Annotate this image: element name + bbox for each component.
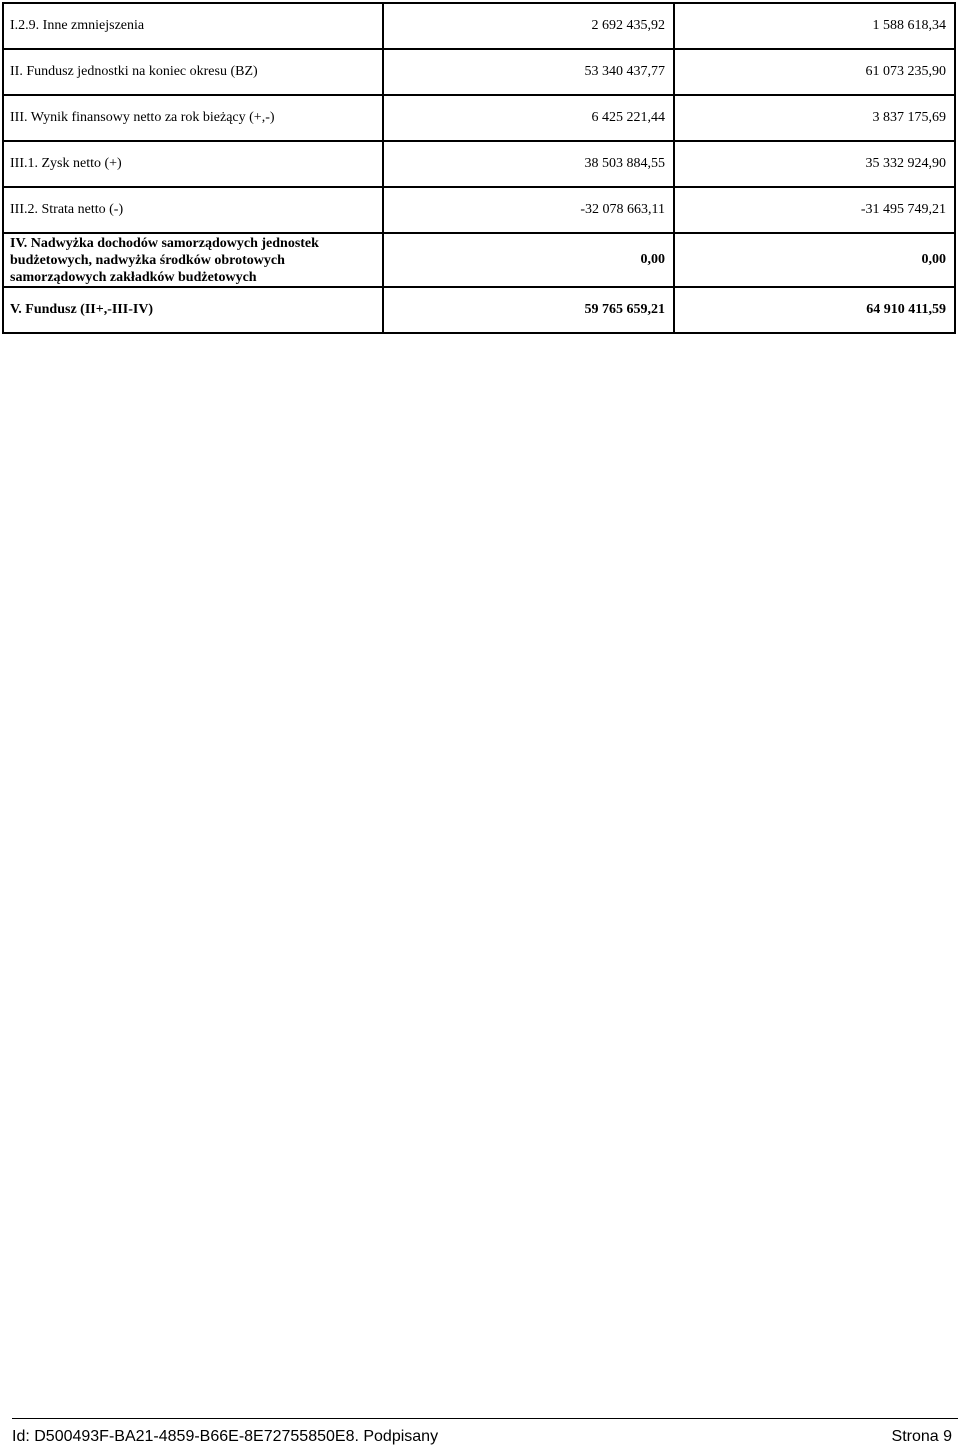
row-label: II. Fundusz jednostki na koniec okresu (BZ) [3, 49, 383, 95]
row-value-current: 53 340 437,77 [383, 49, 674, 95]
row-label: III. Wynik finansowy netto za rok bieżący (+,-) [3, 95, 383, 141]
row-value-previous: 3 837 175,69 [674, 95, 955, 141]
row-label: III.1. Zysk netto (+) [3, 141, 383, 187]
row-value-previous: 1 588 618,34 [674, 3, 955, 49]
table-row [3, 233, 955, 287]
footer-divider [12, 1418, 958, 1419]
row-value-previous: -31 495 749,21 [674, 187, 955, 233]
row-label: V. Fundusz (II+,-III-IV) [3, 287, 383, 333]
table-row [3, 49, 955, 95]
row-value-current: 0,00 [383, 233, 674, 287]
row-value-current: -32 078 663,11 [383, 187, 674, 233]
row-value-current: 59 765 659,21 [383, 287, 674, 333]
row-label: III.2. Strata netto (-) [3, 187, 383, 233]
row-value-previous: 0,00 [674, 233, 955, 287]
table-row [3, 187, 955, 233]
row-label: I.2.9. Inne zmniejszenia [3, 3, 383, 49]
row-value-previous: 35 332 924,90 [674, 141, 955, 187]
row-value-previous: 61 073 235,90 [674, 49, 955, 95]
financial-table [2, 2, 956, 334]
row-value-current: 6 425 221,44 [383, 95, 674, 141]
row-value-current: 38 503 884,55 [383, 141, 674, 187]
row-value-current: 2 692 435,92 [383, 3, 674, 49]
row-label: IV. Nadwyżka dochodów samorządowych jednostek budżetowych, nadwyżka środków obrotowych samorządowych zakładków budżetowych [3, 233, 383, 287]
table-row [3, 287, 955, 333]
table-row [3, 95, 955, 141]
document-id: Id: D500493F-BA21-4859-B66E-8E72755850E8. Podpisany [12, 1428, 439, 1445]
row-value-previous: 64 910 411,59 [674, 287, 955, 333]
page-number: Strona 9 [891, 1428, 952, 1445]
table-row [3, 141, 955, 187]
table-row [3, 3, 955, 49]
